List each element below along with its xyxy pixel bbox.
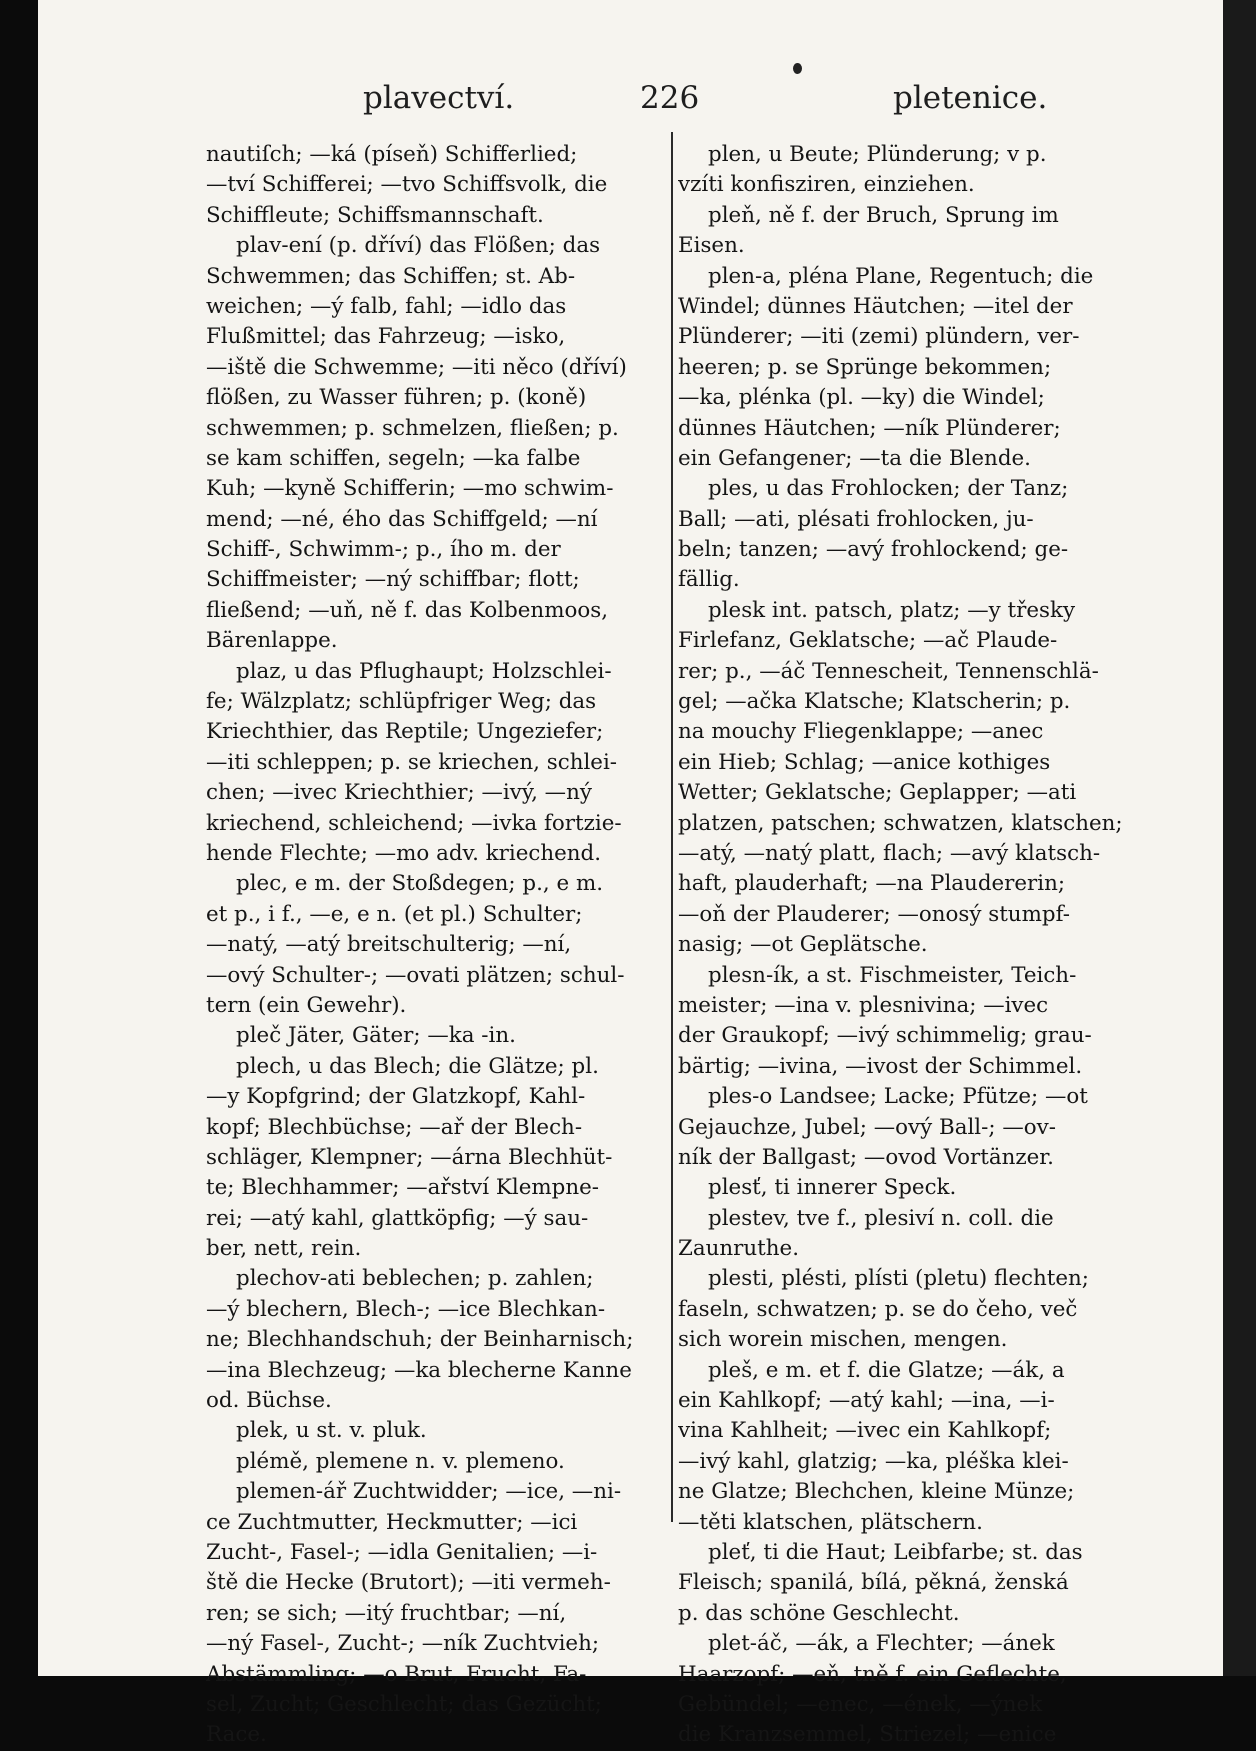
dictionary-line: Abstämmling; —o Brut, Frucht, Fa- xyxy=(206,1661,587,1687)
dictionary-line: plesť, ti innerer Speck. xyxy=(708,1175,957,1201)
dictionary-line: plec, e m. der Stoßdegen; p., e m. xyxy=(236,871,604,897)
dictionary-line: —atý, —natý platt, flach; —avý klatsch- xyxy=(678,840,1101,866)
dictionary-line: plesk int. patsch, platz; —y třesky xyxy=(708,597,1076,623)
scan-edge xyxy=(1223,0,1256,1676)
dictionary-line: ce Zuchtmutter, Heckmutter; —ici xyxy=(206,1509,578,1535)
dictionary-line: Kuh; —kyně Schifferin; —mo schwim- xyxy=(206,476,614,502)
dictionary-line: dünnes Häutchen; —ník Plünderer; xyxy=(678,415,1061,441)
dictionary-line: sich worein mischen, mengen. xyxy=(678,1327,1008,1353)
dictionary-line: pleč Jäter, Gäter; —ka -in. xyxy=(236,1023,516,1049)
dictionary-line: Firlefanz, Geklatsche; —ač Plaude- xyxy=(678,628,1058,654)
dictionary-line: kriechend, schleichend; —ivka fortzie- xyxy=(206,810,622,836)
dictionary-line: chen; —ivec Kriechthier; —ivý, —ný xyxy=(206,780,592,806)
dictionary-line: Kriechthier, das Reptile; Ungeziefer; xyxy=(206,719,604,745)
dictionary-line: ník der Ballgast; —ovod Vortänzer. xyxy=(678,1144,1054,1170)
dictionary-line: flößen, zu Wasser führen; p. (koně) xyxy=(206,385,587,411)
dictionary-line: p. das schöne Geschlecht. xyxy=(678,1600,960,1626)
dictionary-line: Schiffleute; Schiffsmannschaft. xyxy=(206,202,544,228)
dictionary-line: plav-ení (p. dříví) das Flößen; das xyxy=(236,233,601,259)
dictionary-line: mend; —né, ého das Schiffgeld; —ní xyxy=(206,506,598,532)
dictionary-line: Gebündel; —enec, —ének, —ýnek xyxy=(678,1691,1043,1717)
dictionary-line: —tví Schifferei; —tvo Schiffsvolk, die xyxy=(206,172,608,198)
dictionary-line: Ball; —ati, plésati frohlocken, ju- xyxy=(678,506,1034,532)
dictionary-line: et p., i f., —e, e n. (et pl.) Schulter; xyxy=(206,901,583,927)
page-number: 226 xyxy=(640,80,700,116)
dictionary-line: pleš, e m. et f. die Glatze; —ák, a xyxy=(708,1357,1065,1383)
dictionary-line: nasig; —ot Geplätsche. xyxy=(678,932,928,958)
dictionary-line: ein Kahlkopf; —atý kahl; —ina, —i- xyxy=(678,1388,1055,1414)
dictionary-line: plesti, plésti, plísti (pletu) flechten; xyxy=(708,1266,1089,1292)
dictionary-line: plesn-ík, a st. Fischmeister, Teich- xyxy=(708,962,1077,988)
dictionary-line: ne; Blechhandschuh; der Beinharnisch; xyxy=(206,1327,634,1353)
header-left-word: plavectví. xyxy=(363,80,515,116)
dictionary-line: hende Flechte; —mo adv. kriechend. xyxy=(206,840,602,866)
dictionary-line: vzíti konfisziren, einziehen. xyxy=(678,172,975,198)
dictionary-line: plen, u Beute; Plünderung; v p. xyxy=(708,142,1047,167)
dictionary-line: plech, u das Blech; die Glätze; pl. xyxy=(236,1053,599,1079)
dictionary-line: sel, Zucht; Geschlecht; das Gezücht; xyxy=(206,1691,602,1717)
dictionary-line: Windel; dünnes Häutchen; —itel der xyxy=(678,293,1073,319)
dictionary-line: Race. xyxy=(206,1722,267,1748)
dictionary-line: —ina Blechzeug; —ka blecherne Kanne xyxy=(206,1357,632,1383)
dictionary-line: rei; —atý kahl, glattköpfig; —ý sau- xyxy=(206,1205,589,1231)
dictionary-line: ne Glatze; Blechchen, kleine Münze; xyxy=(678,1479,1075,1505)
dictionary-line: plek, u st. v. pluk. xyxy=(236,1418,427,1444)
dictionary-line: —iti schleppen; p. se kriechen, schlei- xyxy=(206,749,618,775)
dictionary-line: Schiffmeister; —ný schiffbar; flott; xyxy=(206,567,580,593)
dictionary-line: plemen-ář Zuchtwidder; —ice, —ni- xyxy=(236,1479,622,1505)
dictionary-line: ples, u das Frohlocken; der Tanz; xyxy=(708,476,1069,502)
dictionary-line: te; Blechhammer; —ařství Klempne- xyxy=(206,1175,600,1201)
dictionary-line: nautiſch; —ká (píseň) Schifferlied; xyxy=(206,142,578,167)
dictionary-line: gel; —ačka Klatsche; Klatscherin; p. xyxy=(678,689,1071,715)
dictionary-line: Gejauchze, Jubel; —ový Ball-; —ov- xyxy=(678,1114,1056,1140)
dictionary-line: ples-o Landsee; Lacke; Pfütze; —ot xyxy=(708,1084,1088,1110)
dictionary-line: plémě, plemene n. v. plemeno. xyxy=(236,1448,565,1474)
dictionary-line: ein Gefangener; —ta die Blende. xyxy=(678,445,1031,471)
dictionary-line: Zucht-, Fasel-; —idla Genitalien; —i- xyxy=(206,1539,598,1565)
dictionary-line: ště die Hecke (Brutort); —iti vermeh- xyxy=(206,1570,611,1596)
page-header xyxy=(38,80,1223,124)
dictionary-line: meister; —ina v. plesnivina; —ivec xyxy=(678,992,1049,1018)
dictionary-line: fe; Wälzplatz; schlüpfriger Weg; das xyxy=(206,689,597,715)
dictionary-line: Bärenlappe. xyxy=(206,628,338,654)
right-column xyxy=(678,140,1158,1751)
dictionary-line: vina Kahlheit; —ivec ein Kahlkopf; xyxy=(678,1418,1052,1444)
ink-dot xyxy=(793,63,802,74)
dictionary-line: beln; tanzen; —avý frohlockend; ge- xyxy=(678,537,1069,563)
dictionary-line: fällig. xyxy=(678,567,740,593)
dictionary-line: Wetter; Geklatsche; Geplapper; —ati xyxy=(678,780,1077,806)
dictionary-line: Flußmittel; das Fahrzeug; —isko, xyxy=(206,324,566,350)
dictionary-line: —ivý kahl, glatzig; —ka, pléška klei- xyxy=(678,1448,1069,1474)
dictionary-line: rer; p., —áč Tennescheit, Tennenschlä- xyxy=(678,658,1099,684)
dictionary-line: —ný Fasel-, Zucht-; —ník Zuchtvieh; xyxy=(206,1631,600,1657)
dictionary-line: na mouchy Fliegenklappe; —anec xyxy=(678,719,1044,745)
column-divider xyxy=(671,132,673,1522)
dictionary-line: der Graukopf; —ivý schimmelig; grau- xyxy=(678,1023,1092,1049)
dictionary-line: Schwemmen; das Schiffen; st. Ab- xyxy=(206,263,576,289)
dictionary-line: tern (ein Gewehr). xyxy=(206,992,407,1018)
dictionary-line: Eisen. xyxy=(678,233,745,259)
dictionary-line: Haarzopf; —eň, tně f. ein Geflechte, xyxy=(678,1661,1067,1687)
dictionary-line: —ý blechern, Blech-; —ice Blechkan- xyxy=(206,1296,606,1322)
dictionary-line: pleť, ti die Haut; Leibfarbe; st. das xyxy=(708,1539,1083,1565)
dictionary-line: die Kranzsemmel, Striezel; —enice xyxy=(678,1722,1057,1748)
dictionary-line: weichen; —ý falb, fahl; —idlo das xyxy=(206,293,567,319)
dictionary-line: plet-áč, —ák, a Flechter; —ánek xyxy=(708,1631,1055,1657)
dictionary-page xyxy=(38,0,1223,1748)
dictionary-line: platzen, patschen; schwatzen, klatschen; xyxy=(678,810,1123,836)
header-right-word: pletenice. xyxy=(893,80,1048,116)
dictionary-line: plechov-ati beblechen; p. zahlen; xyxy=(236,1266,594,1292)
dictionary-line: kopf; Blechbüchse; —ař der Blech- xyxy=(206,1114,583,1140)
dictionary-line: faseln, schwatzen; p. se do čeho, več xyxy=(678,1296,1078,1322)
dictionary-line: Fleisch; spanilá, bílá, pěkná, ženská xyxy=(678,1570,1069,1596)
dictionary-line: —těti klatschen, plätschern. xyxy=(678,1509,983,1535)
dictionary-line: bärtig; —ivina, —ivost der Schimmel. xyxy=(678,1053,1083,1079)
dictionary-line: plen-a, pléna Plane, Regentuch; die xyxy=(708,263,1094,289)
dictionary-line: —ový Schulter-; —ovati plätzen; schul- xyxy=(206,962,625,988)
dictionary-line: plestev, tve f., plesiví n. coll. die xyxy=(708,1205,1054,1231)
dictionary-line: —iště die Schwemme; —iti něco (dříví) xyxy=(206,354,627,380)
dictionary-line: ber, nett, rein. xyxy=(206,1236,362,1262)
dictionary-line: —oň der Plauderer; —onosý stumpf- xyxy=(678,901,1070,927)
dictionary-line: od. Büchse. xyxy=(206,1388,332,1414)
dictionary-line: plaz, u das Pflughaupt; Holzschlei- xyxy=(236,658,612,684)
dictionary-line: Plünderer; —iti (zemi) plündern, ver- xyxy=(678,324,1080,350)
dictionary-line: ren; se sich; —itý fruchtbar; —ní, xyxy=(206,1600,567,1626)
left-column xyxy=(206,140,688,1751)
dictionary-line: ein Hieb; Schlag; —anice kothiges xyxy=(678,749,1051,775)
dictionary-line: —natý, —atý breitschulterig; —ní, xyxy=(206,932,572,958)
dictionary-line: haft, plauderhaft; —na Plaudererin; xyxy=(678,871,1066,897)
dictionary-line: fließend; —uň, ně f. das Kolbenmoos, xyxy=(206,597,609,623)
dictionary-line: schläger, Klempner; —árna Blechhüt- xyxy=(206,1144,613,1170)
dictionary-line: se kam schiffen, segeln; —ka falbe xyxy=(206,445,581,471)
dictionary-line: heeren; p. se Sprünge bekommen; xyxy=(678,354,1052,380)
dictionary-line: Schiff-, Schwimm-; p., ího m. der xyxy=(206,537,561,563)
dictionary-line: schwemmen; p. schmelzen, fließen; p. xyxy=(206,415,619,441)
dictionary-line: pleň, ně f. der Bruch, Sprung im xyxy=(708,202,1059,228)
dictionary-line: —y Kopfgrind; der Glatzkopf, Kahl- xyxy=(206,1084,586,1110)
dictionary-line: —ka, plénka (pl. —ky) die Windel; xyxy=(678,385,1045,411)
dictionary-line: Zaunruthe. xyxy=(678,1236,800,1262)
